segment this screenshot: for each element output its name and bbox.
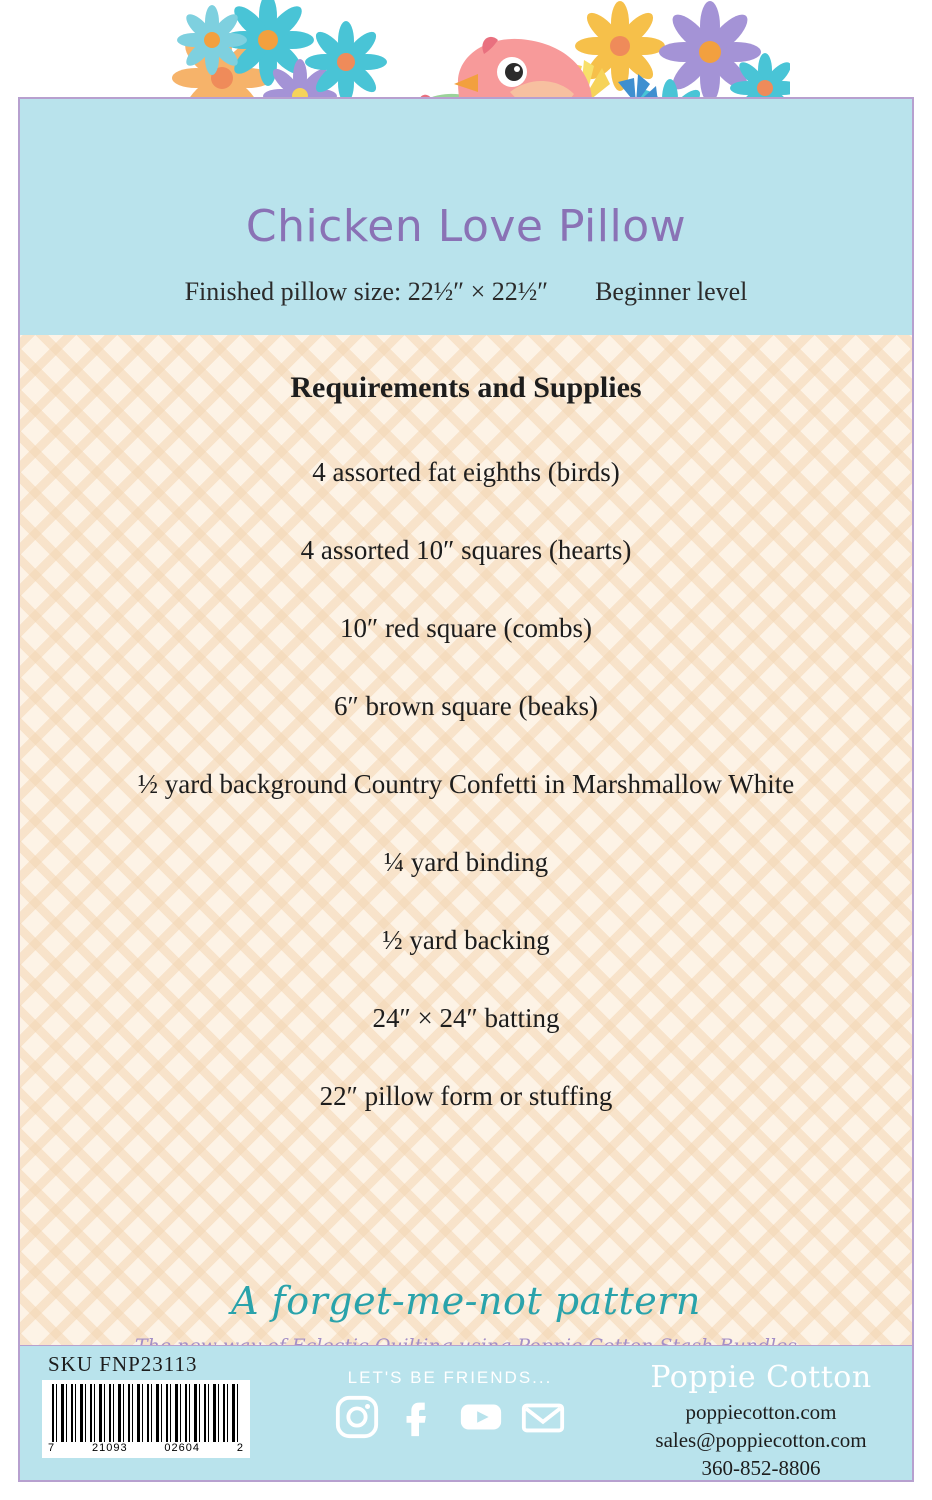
website-link[interactable]: poppiecotton.com <box>685 1400 837 1424</box>
subtitle-row <box>20 277 912 307</box>
social-links <box>320 1394 580 1440</box>
lets-be-friends-label: LET'S BE FRIENDS... <box>347 1368 553 1387</box>
footer-band <box>20 1345 912 1482</box>
facebook-icon[interactable] <box>396 1394 442 1440</box>
list-item: 6″ brown square (beaks) <box>334 691 598 721</box>
skill-level-label: Beginner level <box>595 277 748 306</box>
list-item: 10″ red square (combs) <box>340 613 592 643</box>
requirements-section <box>20 335 912 1345</box>
list-item: 22″ pillow form or stuffing <box>319 1081 613 1111</box>
list-item: ½ yard background Country Confetti in Marshmallow White <box>137 769 795 799</box>
cover-frame <box>18 97 914 1482</box>
barcode-bars <box>52 1384 242 1442</box>
contact-block <box>620 1398 902 1482</box>
phone-number: 360-852-8806 <box>701 1456 821 1480</box>
instagram-icon[interactable] <box>334 1394 380 1440</box>
barcode-digit-mid1: 21093 <box>91 1442 128 1454</box>
finished-size-label: Finished pillow size: 22½″ × 22½″ <box>184 277 549 306</box>
barcode-digits <box>48 1442 244 1454</box>
barcode-digit-right: 2 <box>236 1442 244 1454</box>
email-icon[interactable] <box>520 1394 566 1440</box>
brand-name: Poppie Cotton <box>650 1360 872 1395</box>
youtube-icon[interactable] <box>458 1394 504 1440</box>
list-item: 24″ × 24″ batting <box>372 1003 560 1033</box>
requirements-heading: Requirements and Supplies <box>290 371 642 404</box>
sku-label: SKU FNP23113 <box>48 1352 198 1376</box>
barcode <box>42 1380 250 1458</box>
list-item: ¼ yard binding <box>383 847 549 877</box>
supplies-list <box>20 433 912 1135</box>
barcode-digit-left: 7 <box>48 1442 56 1454</box>
list-item: 4 assorted 10″ squares (hearts) <box>300 535 632 565</box>
list-item: ½ yard backing <box>382 925 550 955</box>
barcode-digit-mid2: 02604 <box>164 1442 200 1454</box>
email-link[interactable]: sales@poppiecotton.com <box>655 1428 867 1452</box>
page-title: Chicken Love Pillow <box>245 201 687 252</box>
header-band <box>20 99 912 335</box>
list-item: 4 assorted fat eighths (birds) <box>312 457 620 487</box>
tagline: A forget-me-not pattern <box>231 1279 701 1323</box>
